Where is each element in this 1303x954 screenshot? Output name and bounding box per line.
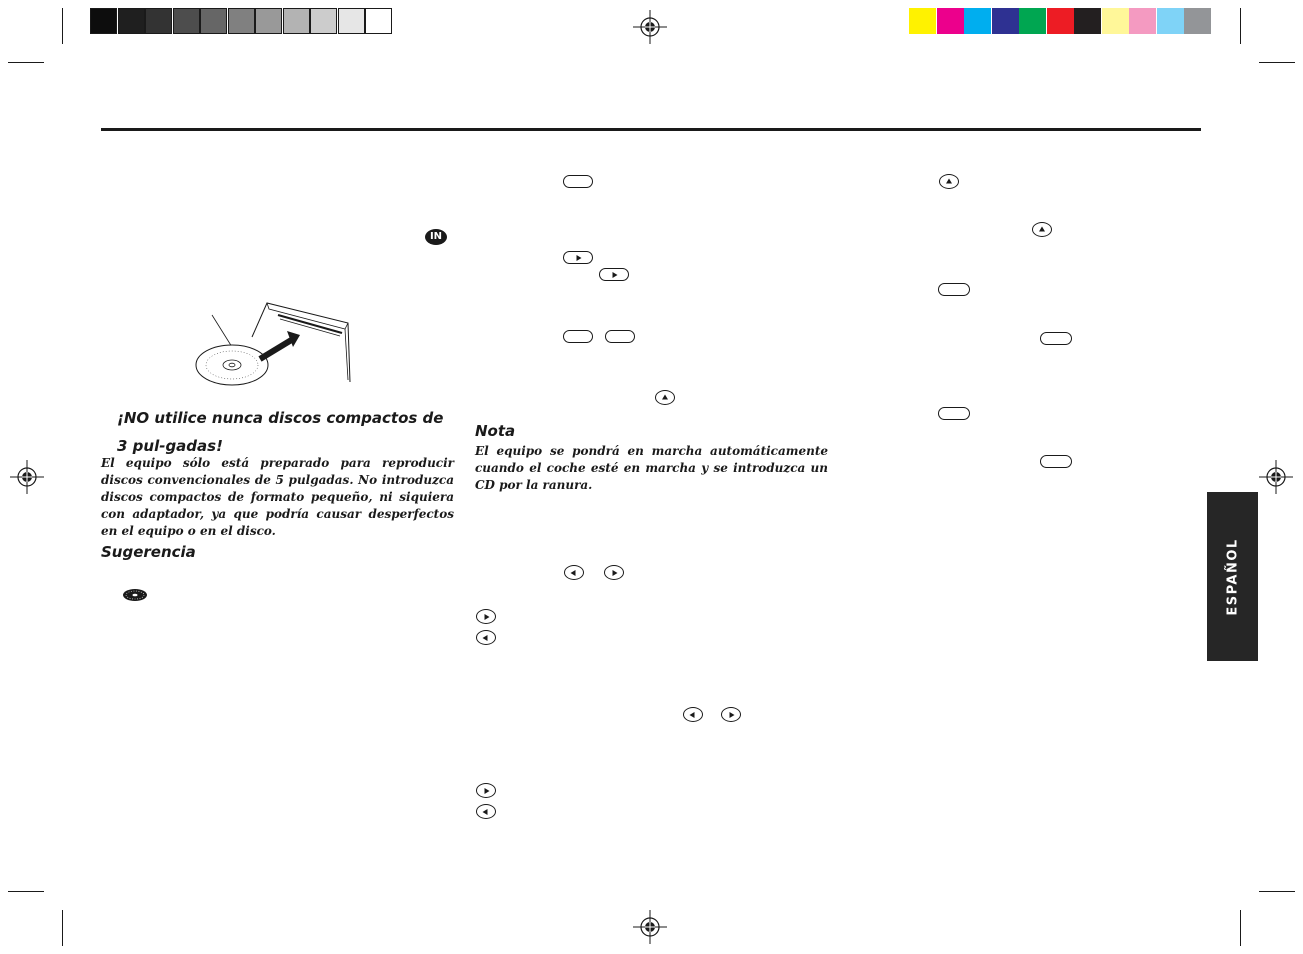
warning-title: ¡NO utilice nunca discos compactos de 3 pul-gadas! (117, 409, 444, 455)
language-tab-label: ESPAÑOL (1225, 537, 1240, 616)
crop-mark (62, 8, 63, 44)
header-rule (101, 128, 1201, 131)
gray-swatch (255, 8, 282, 34)
color-swatch (1129, 8, 1156, 34)
skip-back-button (683, 707, 703, 722)
skip-forward-button (476, 609, 496, 624)
play-pause-button (599, 268, 629, 281)
cd-insert-illustration (190, 295, 365, 390)
registration-mark-right (1259, 460, 1293, 494)
blank-button (1040, 455, 1072, 468)
crop-mark (8, 62, 44, 63)
in-badge: IN (425, 229, 447, 245)
blank-button (938, 407, 970, 420)
blank-button (1040, 332, 1072, 345)
blank-button (938, 283, 970, 296)
color-swatch (1047, 8, 1074, 34)
color-swatch (1184, 8, 1211, 34)
color-swatch (1019, 8, 1046, 34)
gray-swatch (118, 8, 145, 34)
crop-mark (1240, 8, 1241, 44)
registration-mark-top (633, 10, 667, 44)
blank-button (563, 175, 593, 188)
note-body: El equipo se pondrá en marcha automáticamente cuando el coche esté en marcha y se introduzca un CD por la ranura. (475, 444, 828, 492)
color-swatch (909, 8, 936, 34)
color-swatch (937, 8, 964, 34)
up-button (939, 174, 959, 189)
color-swatch (1102, 8, 1129, 34)
skip-back-button (564, 565, 584, 580)
color-swatch (1074, 8, 1101, 34)
crop-mark (1259, 891, 1295, 892)
skip-forward-button (604, 565, 624, 580)
language-tab (1207, 492, 1258, 661)
up-button (1032, 222, 1052, 237)
cd-icon (122, 588, 148, 602)
crop-mark (1259, 62, 1295, 63)
blank-button (605, 330, 635, 343)
gray-swatch (365, 8, 392, 34)
gray-swatch (90, 8, 117, 34)
gray-swatch (228, 8, 255, 34)
skip-forward-button (476, 783, 496, 798)
crop-mark (62, 910, 63, 946)
gray-swatch (283, 8, 310, 34)
blank-button (563, 330, 593, 343)
crop-mark (8, 891, 44, 892)
skip-back-button (476, 804, 496, 819)
skip-forward-button (721, 707, 741, 722)
registration-mark-left (10, 460, 44, 494)
tip-title: Sugerencia (101, 543, 196, 561)
play-button (563, 251, 593, 264)
color-swatch (964, 8, 991, 34)
crop-mark (1240, 910, 1241, 946)
registration-mark-bottom (633, 910, 667, 944)
gray-swatch (173, 8, 200, 34)
color-swatch (992, 8, 1019, 34)
gray-swatch (200, 8, 227, 34)
gray-swatch (338, 8, 365, 34)
warning-body: El equipo sólo está preparado para reproducir discos convencionales de 5 pulgadas. No introduzca discos compactos de formato pequeño, ni siquiera con adaptador, ya que podría causar desperfectos en el equipo o en el disco. (101, 456, 454, 538)
gray-swatch (145, 8, 172, 34)
note-title: Nota (475, 422, 516, 440)
skip-back-button (476, 630, 496, 645)
gray-swatch (310, 8, 337, 34)
eject-button (655, 390, 675, 405)
color-swatch (1157, 8, 1184, 34)
